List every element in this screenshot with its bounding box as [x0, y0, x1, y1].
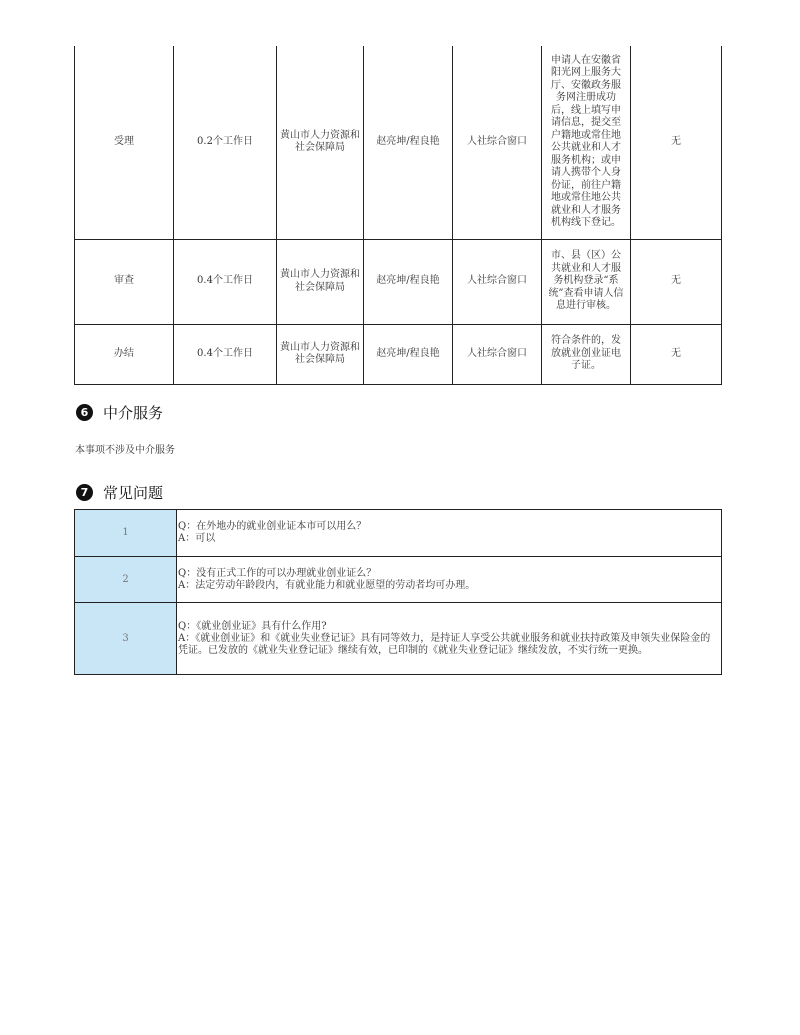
section-title: 中介服务 — [103, 404, 164, 422]
section-heading-faq — [76, 482, 163, 503]
process-dept: 黄山市人力资源和社会保障局 — [277, 239, 364, 324]
process-person: 赵亮坤/程良艳 — [364, 324, 453, 384]
process-extra: 无 — [631, 324, 722, 384]
process-window: 人社综合窗口 — [453, 324, 542, 384]
faq-content — [177, 557, 722, 603]
process-row-review — [75, 239, 722, 324]
faq-index: 1 — [75, 510, 177, 557]
faq-row — [75, 603, 722, 675]
process-time: 0.4个工作日 — [174, 324, 277, 384]
process-extra: 无 — [631, 239, 722, 324]
process-row-accept — [75, 46, 722, 239]
faq-question: Q：没有正式工作的可以办理就业创业证么？ — [178, 567, 377, 579]
section-number-badge: 7 — [76, 484, 93, 501]
process-person: 赵亮坤/程良艳 — [364, 46, 453, 239]
process-window: 人社综合窗口 — [453, 46, 542, 239]
process-dept: 黄山市人力资源和社会保障局 — [277, 324, 364, 384]
process-extra: 无 — [631, 46, 722, 239]
faq-content — [177, 510, 722, 557]
process-desc: 申请人在安徽省阳光网上服务大厅、安徽政务服务网注册成功后，线上填写申请信息，提交至户籍地或常住地公共就业和人才服务机构；或申请人携带个人身份证，前往户籍地或常住地公共就业和人才服务机构线下登记。 — [542, 46, 631, 239]
process-step: 办结 — [75, 324, 174, 384]
faq-row — [75, 557, 722, 603]
faq-answer: A：可以 — [178, 533, 216, 544]
process-time: 0.2个工作日 — [174, 46, 277, 239]
process-desc: 符合条件的，发放就业创业证电子证。 — [542, 324, 631, 384]
section-number-badge: 6 — [76, 404, 93, 421]
faq-answer: A：《就业创业证》和《就业失业登记证》具有同等效力，是持证人享受公共就业服务和就业扶持政策及申领失业保险金的凭证。已发放的《就业失业登记证》继续有效，已印制的《就业失业登记证》继续发放，不实行统一更换。 — [178, 632, 711, 656]
faq-content — [177, 603, 722, 675]
faq-question: Q：《就业创业证》具有什么作用? — [178, 620, 327, 632]
process-person: 赵亮坤/程良艳 — [364, 239, 453, 324]
faq-index: 2 — [75, 557, 177, 603]
intermediary-note: 本事项不涉及中介服务 — [75, 445, 175, 456]
process-dept: 黄山市人力资源和社会保障局 — [277, 46, 364, 239]
section-heading-intermediary — [76, 402, 163, 423]
process-desc: 市、县（区）公共就业和人才服务机构登录“系统”查看申请人信息进行审核。 — [542, 239, 631, 324]
faq-index: 3 — [75, 603, 177, 675]
process-step: 审查 — [75, 239, 174, 324]
faq-question: Q：在外地办的就业创业证本市可以用么？ — [178, 521, 367, 532]
faq-table — [74, 509, 722, 675]
faq-row — [75, 510, 722, 557]
process-window: 人社综合窗口 — [453, 239, 542, 324]
process-step: 受理 — [75, 46, 174, 239]
section-title: 常见问题 — [103, 484, 164, 502]
process-table — [74, 46, 722, 385]
process-row-complete — [75, 324, 722, 384]
process-time: 0.4个工作日 — [174, 239, 277, 324]
faq-answer: A：法定劳动年龄段内，有就业能力和就业愿望的劳动者均可办理。 — [178, 579, 476, 591]
